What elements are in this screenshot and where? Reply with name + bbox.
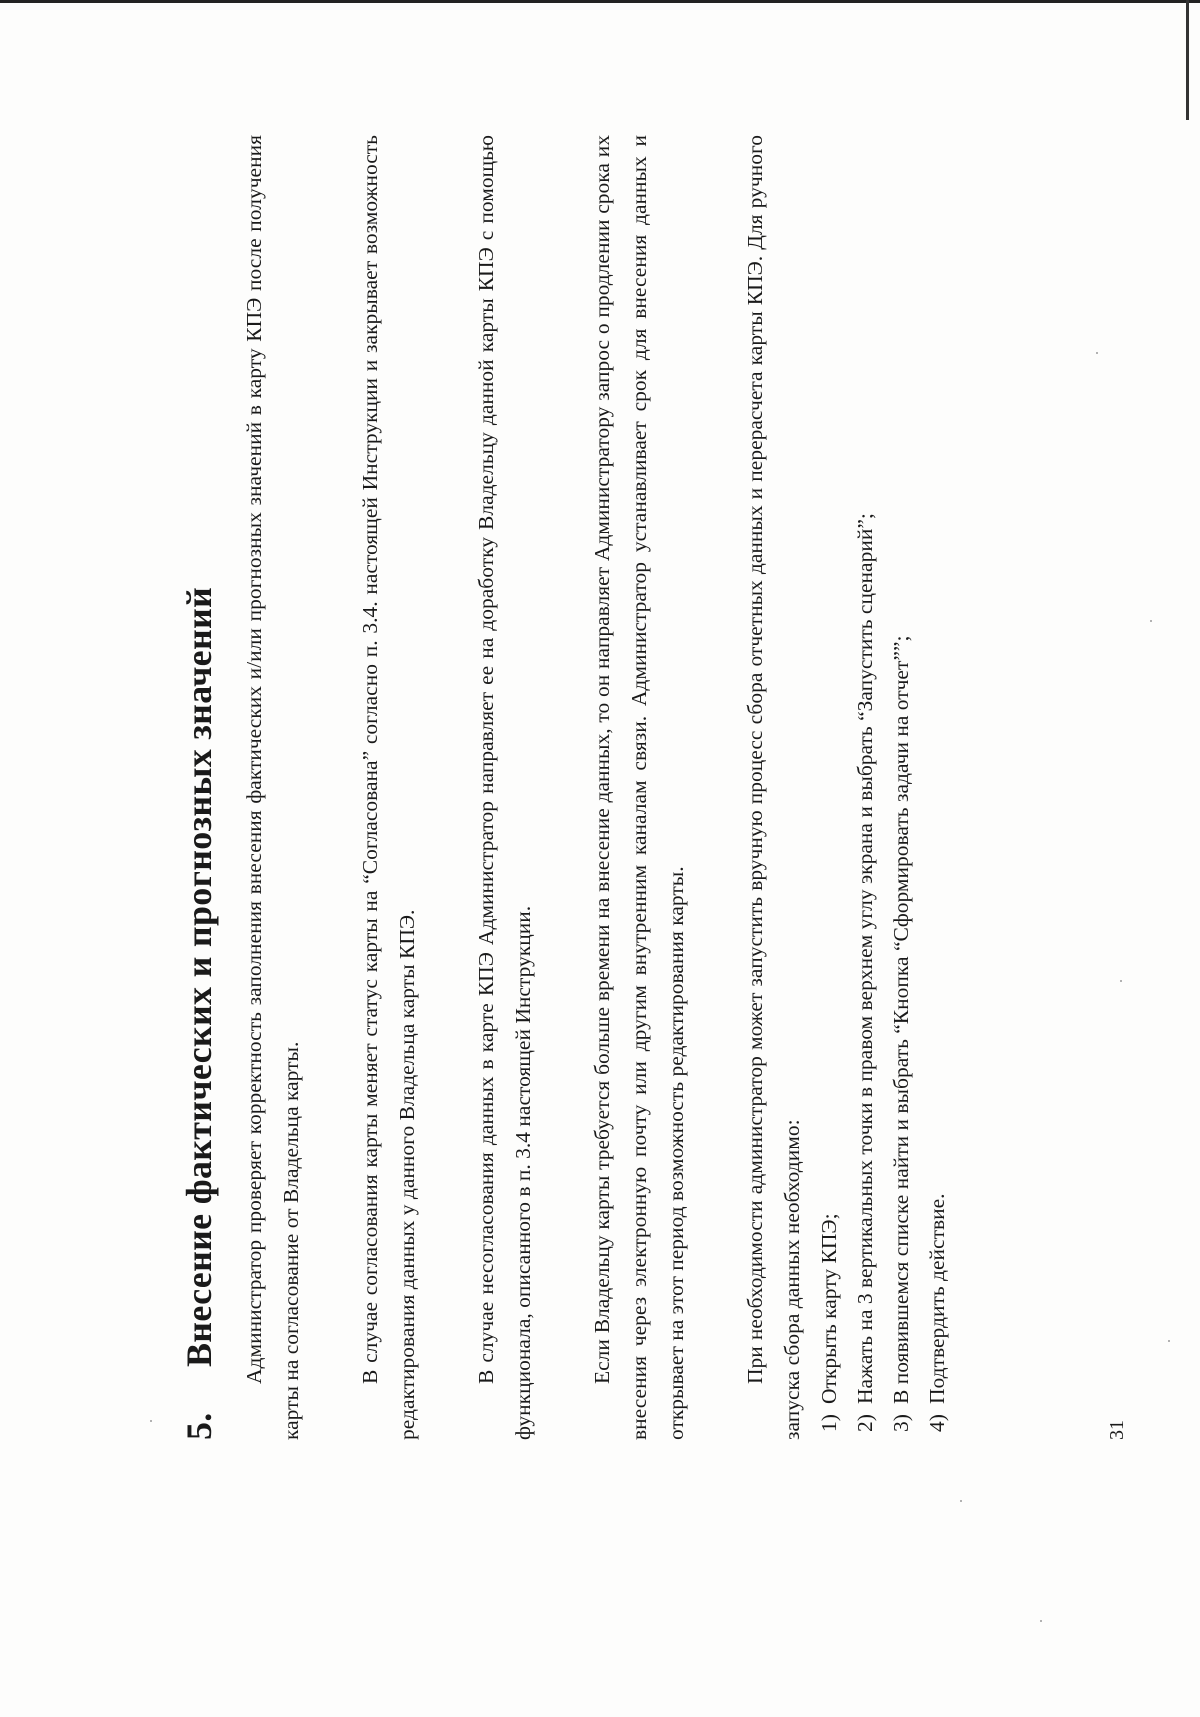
steps-list xyxy=(811,135,955,1440)
paragraph-rejection: В случае несогласования данных в карте КПЭ Администратор направляет ее на доработку Владельцу данной карты КПЭ с помощью функционала, описанного в п. 3.4 настоящей Инструкции. xyxy=(474,135,535,1440)
list-item xyxy=(883,135,919,1432)
step-text: Нажать на 3 вертикальных точки в правом верхнем углу экрана и выбрать “Запустить сценарий”; xyxy=(853,513,877,1404)
list-item xyxy=(847,135,883,1432)
step-text: В появившемся списке найти и выбрать “Кнопка “Сформировать задачи на отчет””; xyxy=(889,635,913,1404)
section-number: 5. xyxy=(179,1412,219,1440)
list-item xyxy=(811,135,847,1432)
step-text: Открыть карту КПЭ; xyxy=(817,1213,841,1404)
list-item xyxy=(919,135,955,1432)
section-heading xyxy=(178,135,220,1440)
step-number: 3) xyxy=(889,1414,913,1432)
document-content xyxy=(178,135,955,1440)
step-number: 1) xyxy=(817,1414,841,1432)
step-text: Подтвердить действие. xyxy=(925,1193,949,1404)
paragraph-review: Администратор проверяет корректность заполнения внесения фактических и/или прогнозных значений в карту КПЭ после получения карты на согласование от Владельца карты. xyxy=(242,135,303,1440)
section-title: Внесение фактических и прогнозных значений xyxy=(179,586,219,1367)
paragraph-manual-run: При необходимости администратор может запустить вручную процесс сбора отчетных данных и перерасчета карты КПЭ. Для ручного запуска сбора данных необходимо: xyxy=(743,135,804,1440)
page-number: 31 xyxy=(1106,1420,1128,1440)
paragraph-approval: В случае согласования карты меняет статус карты на “Согласована” согласно п. 3.4. настоящей Инструкции и закрывает возможность редактирования данных у данного Владельца карты КПЭ. xyxy=(358,135,419,1440)
paragraph-extension: Если Владельцу карты требуется больше времени на внесение данных, то он направляет Администратору запрос о продлении срока их внесения через электронную почту или другим внутренним каналам связи. Администратор устанавливает срок для внесения данных и открывает на этот период возможность редактирования карты. xyxy=(590,135,688,1440)
step-number: 2) xyxy=(853,1414,877,1432)
step-number: 4) xyxy=(925,1414,949,1432)
